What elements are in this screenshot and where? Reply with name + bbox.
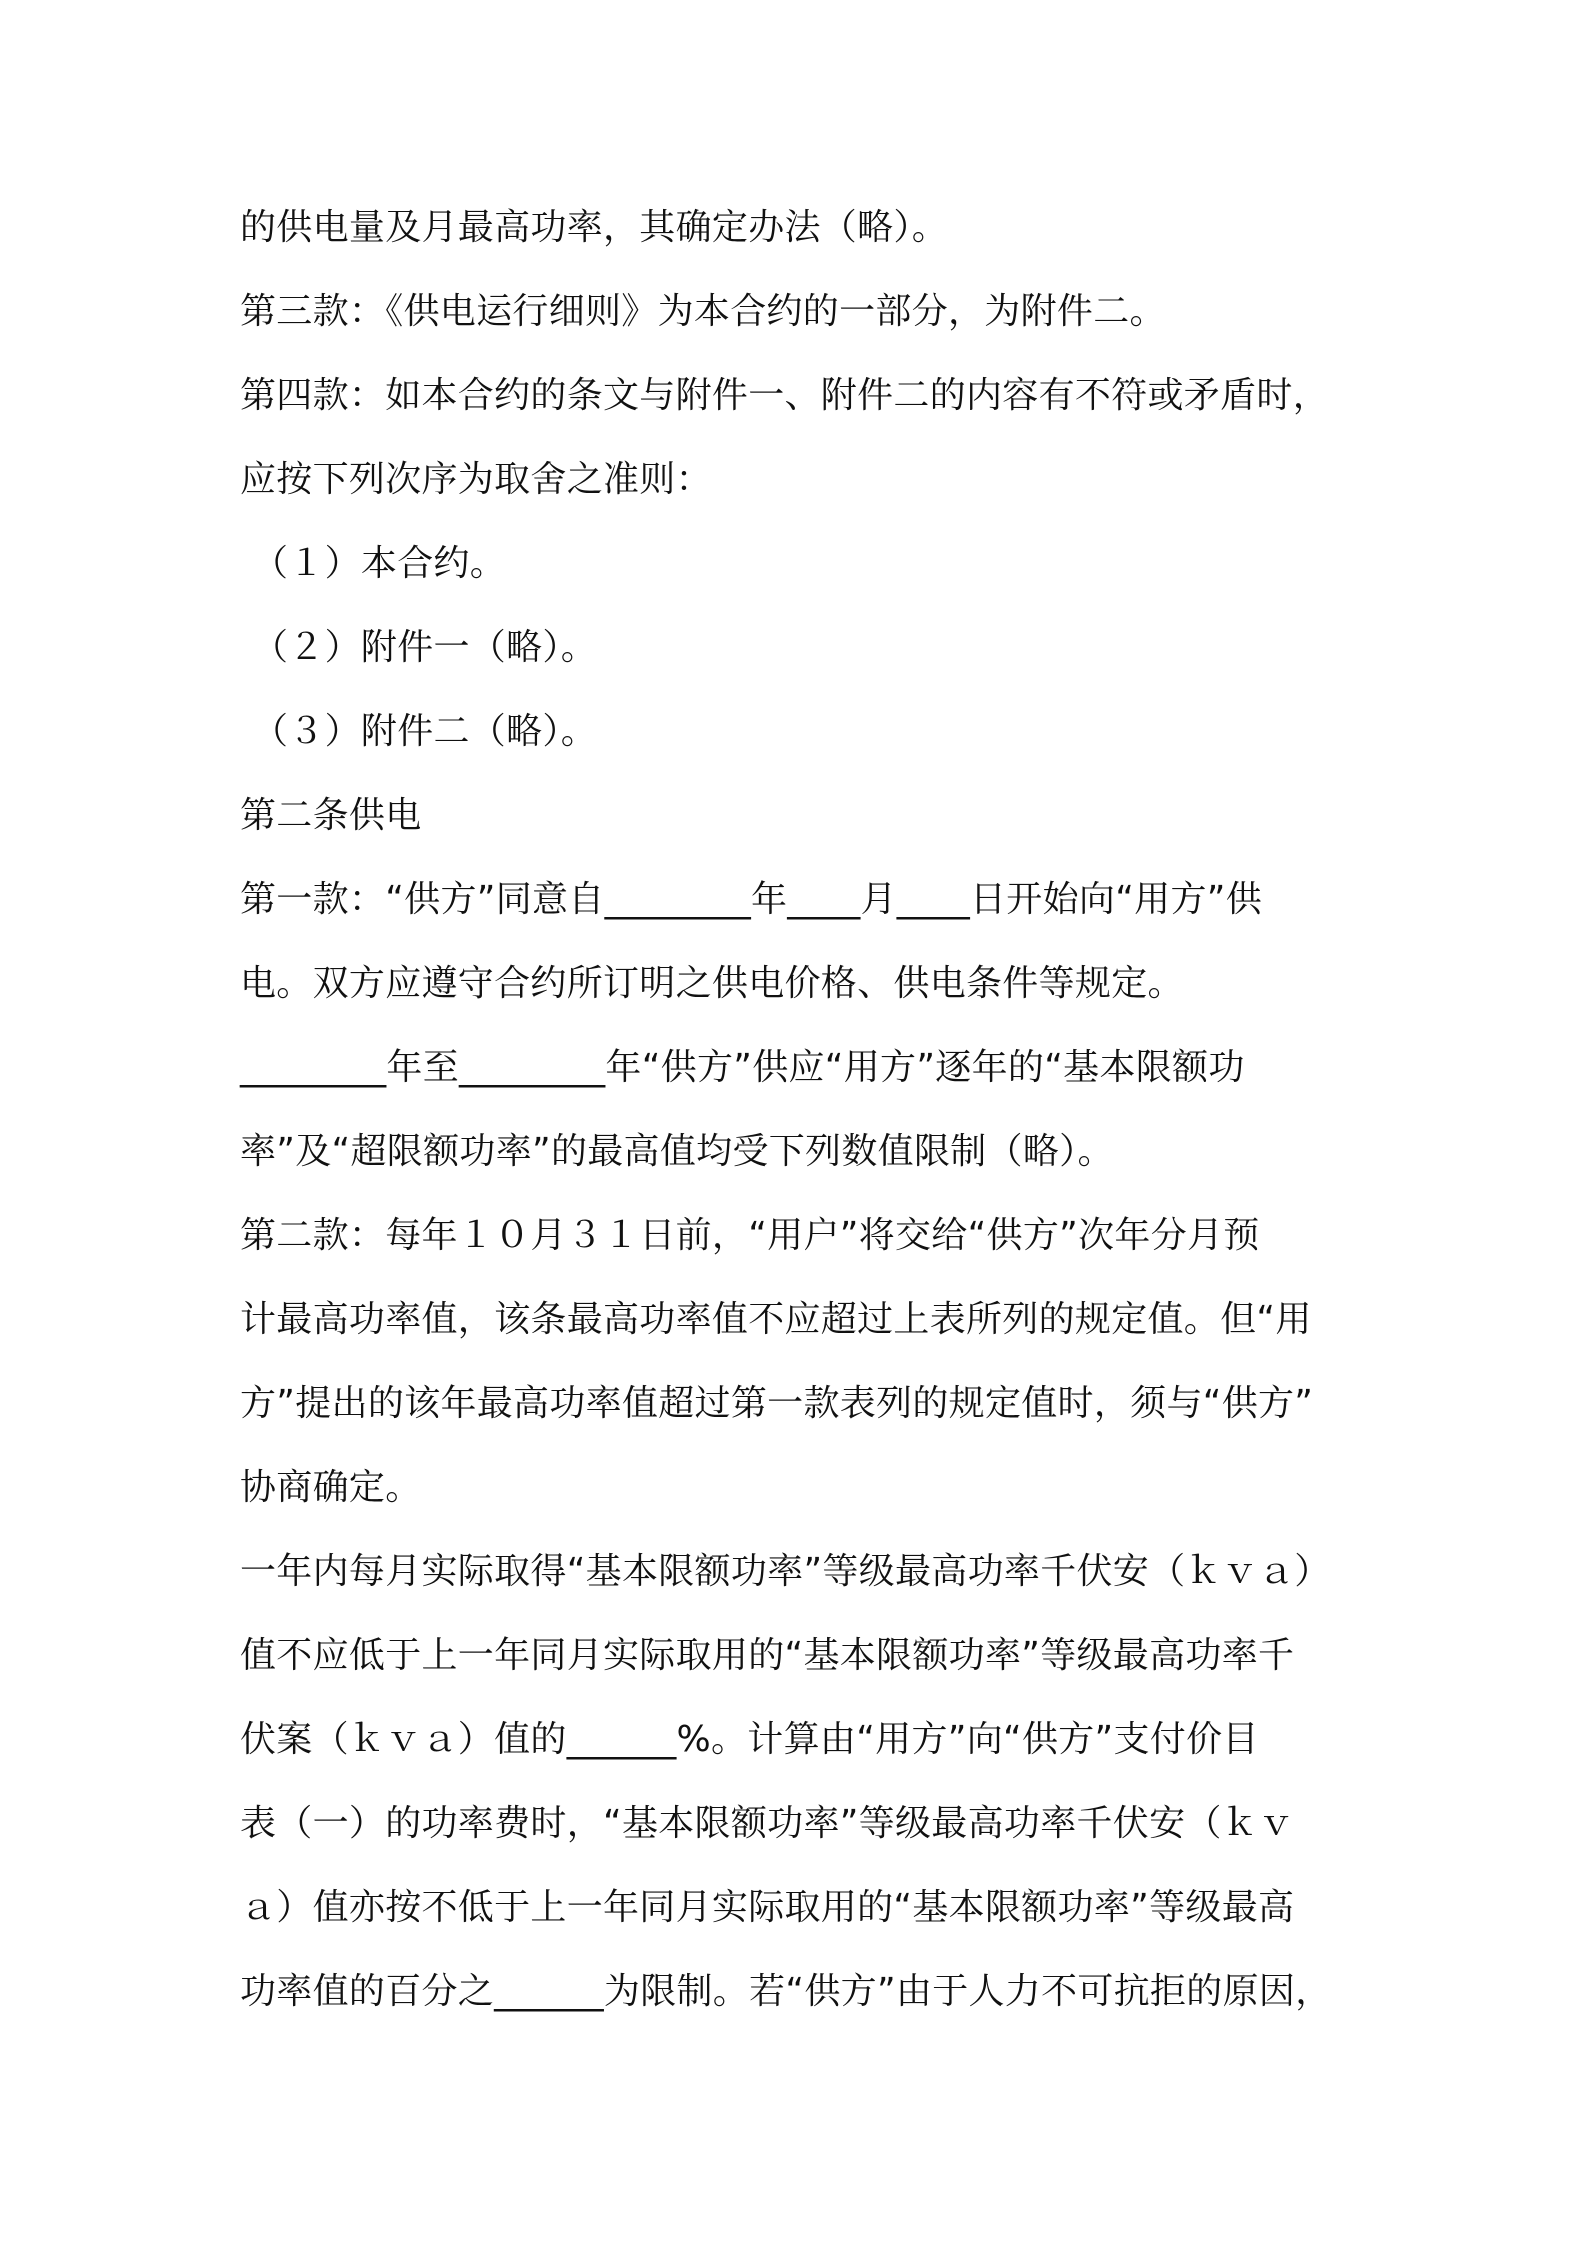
text-line: 计最高功率值，该条最高功率值不应超过上表所列的规定值。但“用 xyxy=(240,1299,1312,1340)
section-heading: 第二条供电 xyxy=(240,795,422,836)
text-line: 应按下列次序为取舍之准则： xyxy=(240,459,712,500)
text-line: 值不应低于上一年同月实际取用的“基本限额功率”等级最高功率千 xyxy=(240,1635,1295,1676)
text-line: 伏案（ｋｖａ）值的______%。计算由“用方”向“供方”支付价目 xyxy=(240,1719,1259,1760)
text-line: 第三款：《供电运行细则》为本合约的一部分，为附件二。 xyxy=(240,291,1166,332)
text-line: 方”提出的该年最高功率值超过第一款表列的规定值时，须与“供方” xyxy=(240,1383,1314,1424)
text-line: 表（一）的功率费时，“基本限额功率”等级最高功率千伏安（ｋｖ xyxy=(240,1803,1295,1844)
text-line: ________年至________年“供方”供应“用方”逐年的“基本限额功 xyxy=(240,1047,1245,1088)
text-line: 协商确定。 xyxy=(240,1467,422,1508)
text-line: 的供电量及月最高功率，其确定办法（略）。 xyxy=(240,207,949,248)
list-item: （２）附件一（略）。 xyxy=(252,627,598,668)
list-item: （１）本合约。 xyxy=(252,543,507,584)
list-item: （３）附件二（略）。 xyxy=(252,711,598,752)
text-line: 率”及“超限额功率”的最高值均受下列数值限制（略）。 xyxy=(240,1131,1114,1172)
text-line: 第四款：如本合约的条文与附件一、附件二的内容有不符或矛盾时， xyxy=(240,375,1330,416)
text-line: 第二款：每年１０月３１日前，“用户”将交给“供方”次年分月预 xyxy=(240,1215,1260,1256)
text-line: 一年内每月实际取得“基本限额功率”等级最高功率千伏安（ｋｖａ） xyxy=(240,1551,1331,1592)
text-line: ａ）值亦按不低于上一年同月实际取用的“基本限额功率”等级最高 xyxy=(240,1887,1295,1928)
text-line: 电。双方应遵守合约所订明之供电价格、供电条件等规定。 xyxy=(240,963,1184,1004)
text-line: 第一款：“供方”同意自________年____月____日开始向“用方”供 xyxy=(240,879,1263,920)
text-line: 功率值的百分之______为限制。若“供方”由于人力不可抗拒的原因， xyxy=(240,1971,1332,2012)
